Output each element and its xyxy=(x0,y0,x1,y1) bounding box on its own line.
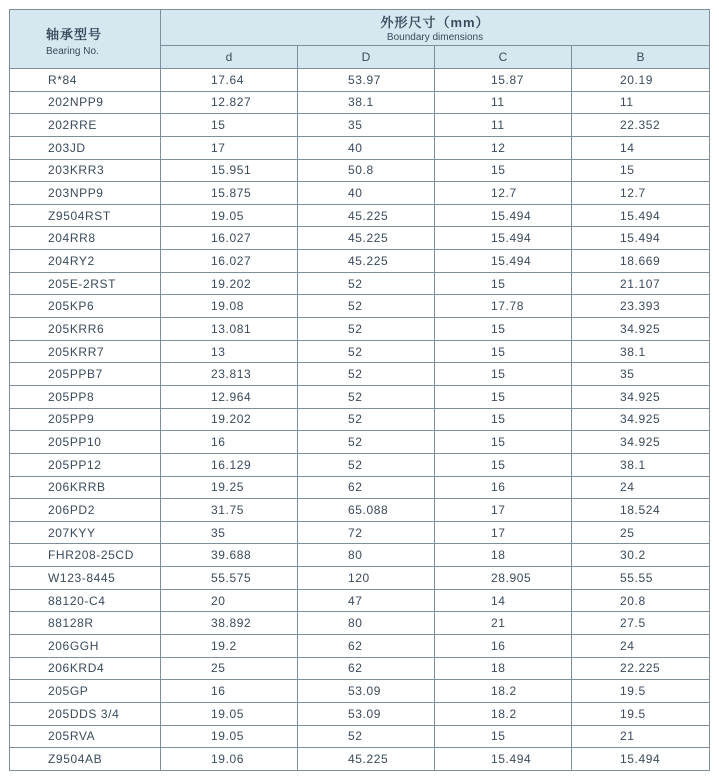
bearing-spec-sheet xyxy=(9,9,709,771)
dimension-B-cell: 20.8 xyxy=(572,589,710,612)
dimension-C-cell: 17 xyxy=(435,521,572,544)
dimension-D-cell: 52 xyxy=(298,363,435,386)
dimension-B-cell: 19.5 xyxy=(572,702,710,725)
dimension-D-cell: 53.09 xyxy=(298,702,435,725)
dimension-B-cell: 20.19 xyxy=(572,69,710,92)
table-row xyxy=(10,521,710,544)
dimension-D-cell: 53.97 xyxy=(298,69,435,92)
table-row xyxy=(10,91,710,114)
dimension-B-cell: 27.5 xyxy=(572,612,710,635)
dimension-d-cell: 23.813 xyxy=(161,363,298,386)
dimension-B-cell: 15 xyxy=(572,159,710,182)
column-header-d: d xyxy=(161,45,298,68)
boundary-dimensions-header xyxy=(161,10,710,46)
dimension-B-cell: 34.925 xyxy=(572,431,710,454)
dimension-d-cell: 16 xyxy=(161,431,298,454)
table-row xyxy=(10,748,710,771)
bearing-no-cell: Z9504AB xyxy=(10,748,161,771)
dimension-D-cell: 72 xyxy=(298,521,435,544)
table-row xyxy=(10,657,710,680)
dimension-B-cell: 19.5 xyxy=(572,680,710,703)
dimension-B-cell: 21.107 xyxy=(572,272,710,295)
bearing-dimensions-table xyxy=(9,9,710,771)
dimension-D-cell: 80 xyxy=(298,612,435,635)
dimension-d-cell: 19.202 xyxy=(161,272,298,295)
table-row xyxy=(10,612,710,635)
table-row xyxy=(10,204,710,227)
dimension-B-cell: 30.2 xyxy=(572,544,710,567)
dimension-d-cell: 19.05 xyxy=(161,725,298,748)
table-row xyxy=(10,182,710,205)
bearing-no-cell: 202NPP9 xyxy=(10,91,161,114)
bearing-no-cell: 205KRR7 xyxy=(10,340,161,363)
column-header-C: C xyxy=(435,45,572,68)
dimension-B-cell: 15.494 xyxy=(572,204,710,227)
dimension-C-cell: 15.494 xyxy=(435,250,572,273)
dimension-d-cell: 38.892 xyxy=(161,612,298,635)
dimension-D-cell: 45.225 xyxy=(298,204,435,227)
bearing-no-cell: R*84 xyxy=(10,69,161,92)
bearing-no-cell: 205E-2RST xyxy=(10,272,161,295)
table-row xyxy=(10,318,710,341)
bearing-no-cell: FHR208-25CD xyxy=(10,544,161,567)
dimension-B-cell: 22.225 xyxy=(572,657,710,680)
dimension-C-cell: 18.2 xyxy=(435,680,572,703)
dimension-d-cell: 19.25 xyxy=(161,476,298,499)
bearing-no-cell: 205PP8 xyxy=(10,385,161,408)
dimension-D-cell: 52 xyxy=(298,272,435,295)
dimension-C-cell: 18 xyxy=(435,657,572,680)
dimension-B-cell: 35 xyxy=(572,363,710,386)
bearing-no-cell: 204RR8 xyxy=(10,227,161,250)
bearing-no-cell: 205PP10 xyxy=(10,431,161,454)
dimension-D-cell: 52 xyxy=(298,725,435,748)
bearing-no-cell: 205KP6 xyxy=(10,295,161,318)
bearing-no-cell: 88120-C4 xyxy=(10,589,161,612)
dimension-D-cell: 45.225 xyxy=(298,748,435,771)
dimension-D-cell: 38.1 xyxy=(298,91,435,114)
dimension-B-cell: 15.494 xyxy=(572,748,710,771)
dimension-C-cell: 11 xyxy=(435,91,572,114)
bearing-no-cell: 205GP xyxy=(10,680,161,703)
dimension-d-cell: 17.64 xyxy=(161,69,298,92)
dimension-C-cell: 15 xyxy=(435,340,572,363)
dimension-C-cell: 11 xyxy=(435,114,572,137)
dimension-d-cell: 19.06 xyxy=(161,748,298,771)
table-row xyxy=(10,408,710,431)
bearing-no-cell: 206PD2 xyxy=(10,499,161,522)
bearing-no-cell: 203KRR3 xyxy=(10,159,161,182)
dimension-d-cell: 13 xyxy=(161,340,298,363)
bearing-no-cell: 203NPP9 xyxy=(10,182,161,205)
boundary-dimensions-header-en: Boundary dimensions xyxy=(386,31,484,43)
dimension-B-cell: 24 xyxy=(572,476,710,499)
dimension-C-cell: 21 xyxy=(435,612,572,635)
dimension-D-cell: 47 xyxy=(298,589,435,612)
dimension-d-cell: 13.081 xyxy=(161,318,298,341)
table-row xyxy=(10,567,710,590)
dimension-D-cell: 50.8 xyxy=(298,159,435,182)
bearing-no-cell: Z9504RST xyxy=(10,204,161,227)
dimension-D-cell: 52 xyxy=(298,318,435,341)
table-row xyxy=(10,250,710,273)
bearing-no-cell: 203JD xyxy=(10,136,161,159)
table-row xyxy=(10,589,710,612)
dimension-C-cell: 15 xyxy=(435,159,572,182)
boundary-dimensions-header-zh: 外形尺寸（mm） xyxy=(380,14,490,30)
dimension-D-cell: 53.09 xyxy=(298,680,435,703)
dimension-B-cell: 34.925 xyxy=(572,385,710,408)
table-row xyxy=(10,476,710,499)
dimension-D-cell: 52 xyxy=(298,408,435,431)
table-row xyxy=(10,453,710,476)
dimension-d-cell: 16 xyxy=(161,680,298,703)
bearing-no-cell: 205PP12 xyxy=(10,453,161,476)
bearing-no-cell: 202RRE xyxy=(10,114,161,137)
dimension-B-cell: 21 xyxy=(572,725,710,748)
bearing-no-cell: 206KRRB xyxy=(10,476,161,499)
dimension-d-cell: 16.027 xyxy=(161,250,298,273)
table-row xyxy=(10,499,710,522)
dimension-B-cell: 11 xyxy=(572,91,710,114)
dimension-B-cell: 18.669 xyxy=(572,250,710,273)
dimension-B-cell: 12.7 xyxy=(572,182,710,205)
table-row xyxy=(10,363,710,386)
dimension-d-cell: 19.05 xyxy=(161,702,298,725)
dimension-B-cell: 38.1 xyxy=(572,340,710,363)
bearing-no-cell: 205PPB7 xyxy=(10,363,161,386)
dimension-C-cell: 12.7 xyxy=(435,182,572,205)
dimension-d-cell: 25 xyxy=(161,657,298,680)
bearing-no-cell: 204RY2 xyxy=(10,250,161,273)
dimension-D-cell: 45.225 xyxy=(298,227,435,250)
bearing-no-cell: 207KYY xyxy=(10,521,161,544)
dimension-D-cell: 45.225 xyxy=(298,250,435,273)
dimension-d-cell: 12.827 xyxy=(161,91,298,114)
table-row xyxy=(10,159,710,182)
dimension-B-cell: 38.1 xyxy=(572,453,710,476)
dimension-C-cell: 17.78 xyxy=(435,295,572,318)
table-row xyxy=(10,431,710,454)
dimension-D-cell: 52 xyxy=(298,431,435,454)
dimension-D-cell: 52 xyxy=(298,295,435,318)
dimension-C-cell: 15 xyxy=(435,431,572,454)
dimension-C-cell: 15.494 xyxy=(435,227,572,250)
dimension-B-cell: 55.55 xyxy=(572,567,710,590)
dimension-C-cell: 16 xyxy=(435,476,572,499)
dimension-D-cell: 62 xyxy=(298,657,435,680)
dimension-B-cell: 18.524 xyxy=(572,499,710,522)
dimension-C-cell: 15.494 xyxy=(435,748,572,771)
bearing-no-header-zh: 轴承型号 xyxy=(46,26,103,42)
dimension-B-cell: 34.925 xyxy=(572,318,710,341)
dimension-C-cell: 18.2 xyxy=(435,702,572,725)
bearing-no-cell: 88128R xyxy=(10,612,161,635)
dimension-C-cell: 15 xyxy=(435,725,572,748)
dimension-D-cell: 62 xyxy=(298,635,435,658)
table-row xyxy=(10,725,710,748)
table-row xyxy=(10,702,710,725)
dimension-C-cell: 15.494 xyxy=(435,204,572,227)
dimension-D-cell: 40 xyxy=(298,182,435,205)
bearing-no-cell: 205DDS 3/4 xyxy=(10,702,161,725)
bearing-no-cell: 205RVA xyxy=(10,725,161,748)
dimension-d-cell: 15.875 xyxy=(161,182,298,205)
dimension-D-cell: 120 xyxy=(298,567,435,590)
table-row xyxy=(10,69,710,92)
bearing-no-cell: 206GGH xyxy=(10,635,161,658)
dimension-d-cell: 31.75 xyxy=(161,499,298,522)
dimension-D-cell: 80 xyxy=(298,544,435,567)
table-row xyxy=(10,340,710,363)
table-row xyxy=(10,680,710,703)
dimension-d-cell: 17 xyxy=(161,136,298,159)
dimension-D-cell: 52 xyxy=(298,453,435,476)
dimension-d-cell: 19.08 xyxy=(161,295,298,318)
dimension-B-cell: 25 xyxy=(572,521,710,544)
bearing-no-cell: 205PP9 xyxy=(10,408,161,431)
dimension-D-cell: 52 xyxy=(298,340,435,363)
dimension-D-cell: 52 xyxy=(298,385,435,408)
dimension-C-cell: 18 xyxy=(435,544,572,567)
dimension-d-cell: 12.964 xyxy=(161,385,298,408)
table-row xyxy=(10,635,710,658)
dimension-C-cell: 15 xyxy=(435,453,572,476)
column-header-D: D xyxy=(298,45,435,68)
dimension-D-cell: 62 xyxy=(298,476,435,499)
dimension-C-cell: 15 xyxy=(435,272,572,295)
table-row xyxy=(10,136,710,159)
dimension-C-cell: 14 xyxy=(435,589,572,612)
bearing-no-cell: W123-8445 xyxy=(10,567,161,590)
table-row xyxy=(10,295,710,318)
table-body xyxy=(10,69,710,771)
dimension-B-cell: 24 xyxy=(572,635,710,658)
dimension-d-cell: 35 xyxy=(161,521,298,544)
dimension-d-cell: 19.05 xyxy=(161,204,298,227)
dimension-D-cell: 40 xyxy=(298,136,435,159)
dimension-d-cell: 19.2 xyxy=(161,635,298,658)
dimension-d-cell: 55.575 xyxy=(161,567,298,590)
dimension-d-cell: 15 xyxy=(161,114,298,137)
dimension-B-cell: 23.393 xyxy=(572,295,710,318)
dimension-C-cell: 15 xyxy=(435,318,572,341)
dimension-B-cell: 22.352 xyxy=(572,114,710,137)
dimension-B-cell: 34.925 xyxy=(572,408,710,431)
table-row xyxy=(10,114,710,137)
dimension-d-cell: 19.202 xyxy=(161,408,298,431)
dimension-C-cell: 28.905 xyxy=(435,567,572,590)
table-row xyxy=(10,227,710,250)
dimension-C-cell: 15.87 xyxy=(435,69,572,92)
dimension-C-cell: 12 xyxy=(435,136,572,159)
dimension-C-cell: 17 xyxy=(435,499,572,522)
bearing-no-cell: 205KRR6 xyxy=(10,318,161,341)
dimension-d-cell: 15.951 xyxy=(161,159,298,182)
bearing-no-cell: 206KRD4 xyxy=(10,657,161,680)
dimension-D-cell: 65.088 xyxy=(298,499,435,522)
dimension-B-cell: 15.494 xyxy=(572,227,710,250)
dimension-D-cell: 35 xyxy=(298,114,435,137)
bearing-no-header xyxy=(10,10,161,69)
bearing-no-header-en: Bearing No. xyxy=(46,45,99,57)
table-row xyxy=(10,385,710,408)
column-header-B: B xyxy=(572,45,710,68)
dimension-C-cell: 15 xyxy=(435,363,572,386)
dimension-d-cell: 16.129 xyxy=(161,453,298,476)
dimension-C-cell: 16 xyxy=(435,635,572,658)
dimension-d-cell: 39.688 xyxy=(161,544,298,567)
dimension-C-cell: 15 xyxy=(435,408,572,431)
table-row xyxy=(10,544,710,567)
dimension-d-cell: 20 xyxy=(161,589,298,612)
dimension-B-cell: 14 xyxy=(572,136,710,159)
dimension-d-cell: 16.027 xyxy=(161,227,298,250)
table-row xyxy=(10,272,710,295)
dimension-C-cell: 15 xyxy=(435,385,572,408)
